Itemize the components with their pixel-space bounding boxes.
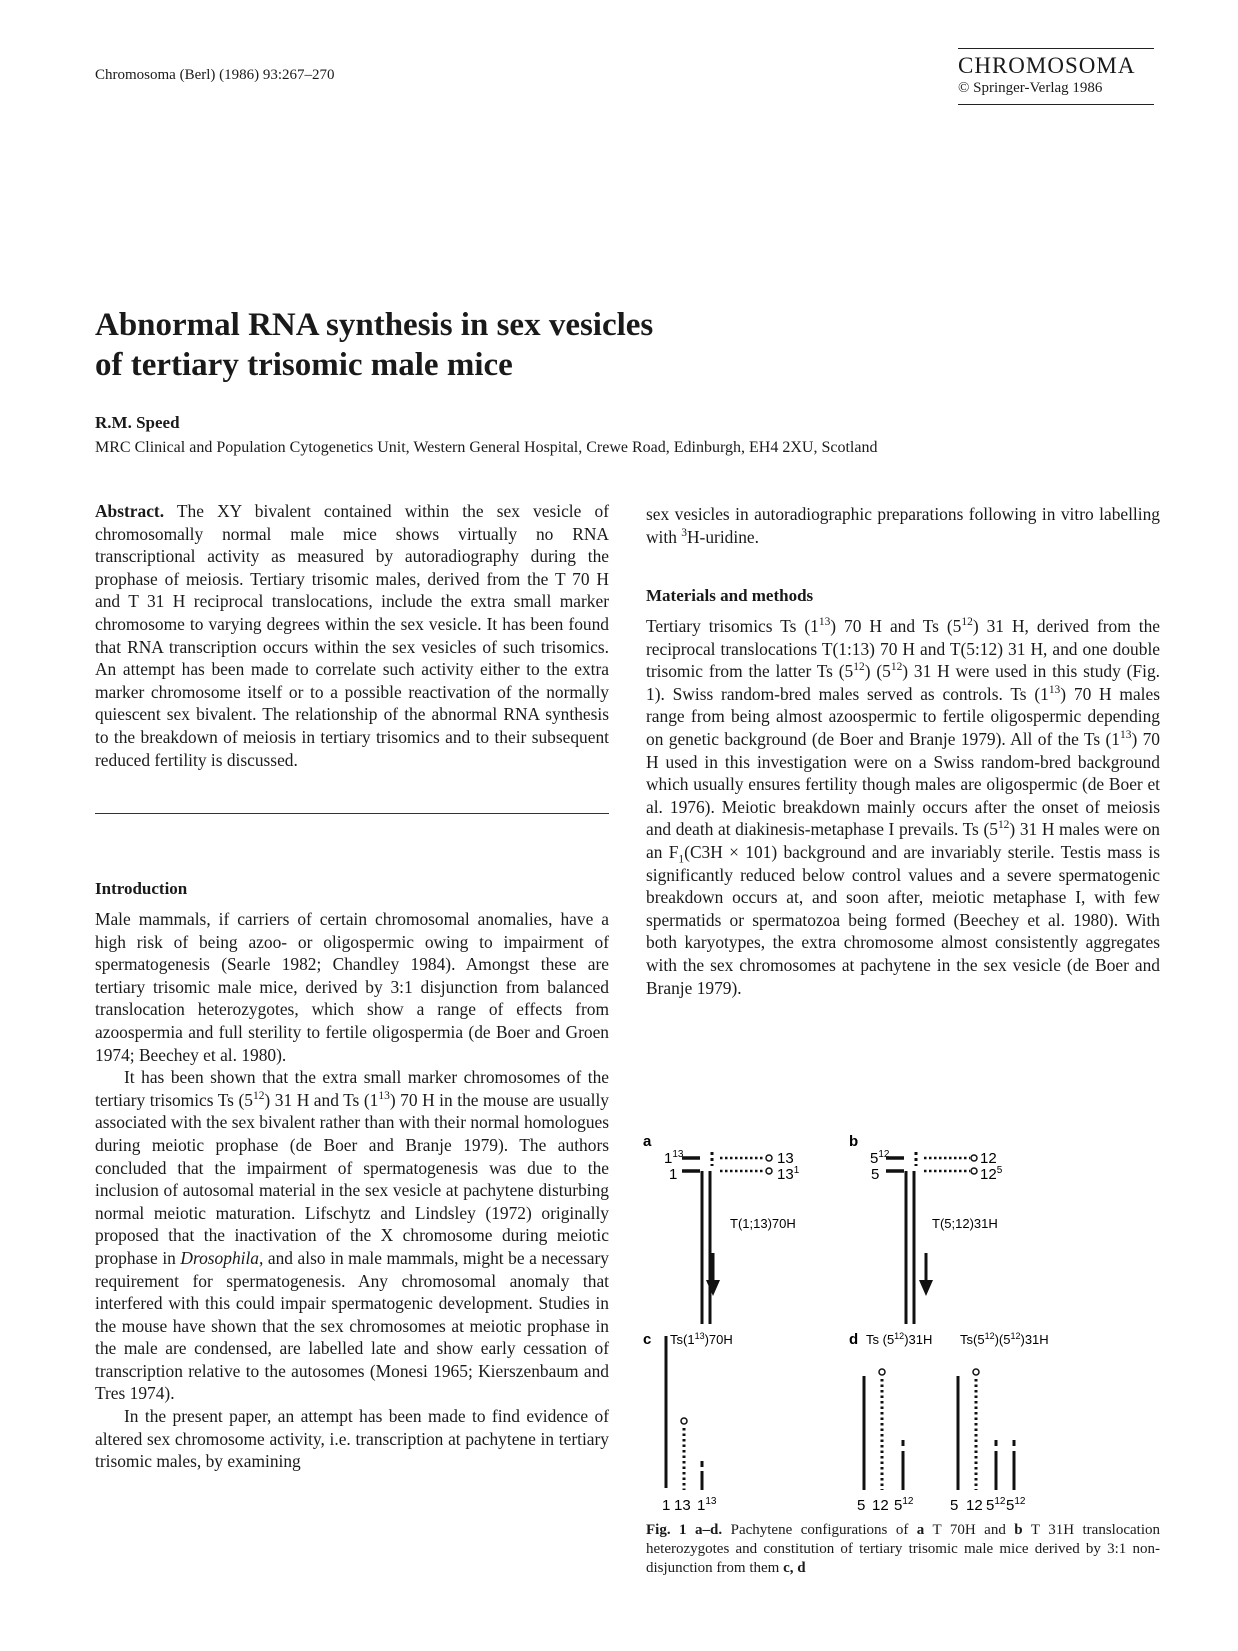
d-single-bottom-12: 12 xyxy=(872,1497,889,1514)
author-affiliation: MRC Clinical and Population Cytogenetics Unit, Western General Hospital, Crewe Road, Edinburgh, EH4 2XU, Scotland xyxy=(95,439,878,456)
section-divider xyxy=(95,813,609,814)
d-double-bottom-5-12-b: $5^{12}$ xyxy=(1006,1496,1026,1514)
panel-a-label: a xyxy=(643,1133,652,1150)
journal-rule-top xyxy=(958,48,1154,49)
a-chrom-13-1-label: $13^1$ xyxy=(777,1165,800,1183)
c-bottom-label-1: 1 xyxy=(662,1497,671,1514)
d-single-label: Ts $(5^{12})31H$ xyxy=(866,1331,933,1347)
abstract xyxy=(95,500,609,771)
journal-name: CHROMOSOMA xyxy=(958,53,1136,78)
b-chrom-12-label: 12 xyxy=(980,1150,997,1167)
panel-c-label: c xyxy=(643,1331,652,1348)
panel-c-diagram xyxy=(662,1331,733,1514)
b-chrom-5-12-label: $5^{12}$ xyxy=(870,1149,890,1167)
c-bottom-label-13: 13 xyxy=(674,1497,691,1514)
a-chrom-1-label: 1 xyxy=(669,1166,678,1183)
introduction-heading: Introduction xyxy=(95,879,188,898)
journal-citation: Chromosoma (Berl) (1986) 93:267–270 xyxy=(95,67,335,83)
introduction-section xyxy=(95,878,609,1473)
methods-heading: Materials and methods xyxy=(646,586,814,605)
journal-copyright: © Springer-Verlag 1986 xyxy=(958,80,1103,96)
methods-section xyxy=(646,585,1160,999)
b-chrom-5-label: 5 xyxy=(871,1166,880,1183)
b-translocation-label: T(5;12)31H xyxy=(932,1216,998,1231)
journal-rule-bottom xyxy=(958,104,1154,105)
d-double-bottom-12: 12 xyxy=(966,1497,983,1514)
d-double-bottom-5-12-a: $5^{12}$ xyxy=(986,1496,1006,1514)
abstract-label: Abstract. xyxy=(95,501,165,521)
journal-block xyxy=(958,48,1154,105)
panel-b-label: b xyxy=(849,1133,859,1150)
title-line-1: Abnormal RNA synthesis in sex vesicles xyxy=(95,307,654,343)
panel-d-double-trisomic xyxy=(950,1331,1049,1514)
intro-paragraph-1: Male mammals, if carriers of certain chromosomal anomalies, have a high risk of being azoo- or oligospermic owing to impairment of spermatogenesis (Searle 1982; Chandley 1984). Amongst these are tertiary trisomic male mice, derived by 3:1 disjunction from balanced translocation heterozygotes, which show a range of effects from azoospermia and full sterility to fertile oligospermia (de Boer and Groen 1974; Beechey et al. 1980). xyxy=(95,909,609,1065)
panel-a-diagram xyxy=(664,1149,800,1324)
c-trisomic-label: $Ts(1^{13})70H$ xyxy=(670,1331,733,1347)
figure-1-caption: Fig. 1 a–d. Pachytene configurations of a T 70H and b T 31H translocation heterozygotes and constitution of tertiary trisomic male mice derived by 3:1 non-disjunction from them c, d xyxy=(646,1522,1160,1576)
author-name: R.M. Speed xyxy=(95,413,180,432)
a-chrom-13-label: 13 xyxy=(777,1150,794,1167)
figure-1 xyxy=(640,1118,1160,1514)
c-bottom-label-1-13: $1^{13}$ xyxy=(697,1496,717,1514)
title-line-2: of tertiary trisomic male mice xyxy=(95,347,513,383)
d-single-bottom-5: 5 xyxy=(857,1497,866,1514)
a-chrom-1-13-label: $1^{13}$ xyxy=(664,1149,684,1167)
intro-paragraph-3: In the present paper, an attempt has been made to find evidence of altered sex chromosome activity, i.e. transcription at pachytene in tertiary trisomic males, by examining xyxy=(95,1406,609,1472)
b-chrom-12-5-label: $12^5$ xyxy=(980,1165,1003,1183)
panel-d-single-trisomic xyxy=(857,1331,932,1514)
intro-continuation: sex vesicles in autoradiographic preparations following in vitro labelling with $^3$H-uridine. xyxy=(646,504,1160,547)
a-translocation-label: T(1;13)70H xyxy=(730,1216,796,1231)
d-double-label: $Ts(5^{12})(5^{12})31H$ xyxy=(960,1331,1049,1347)
intro-paragraph-2: It has been shown that the extra small marker chromosomes of the tertiary trisomics Ts $(5^{12})$ 31 H and Ts $(1^{13})$ 70 H in the mouse are usually associated with the sex bivalent rather than with their normal homologues during meiotic prophase (de Boer and Branje 1979). The authors concluded that the impairment of spermatogenesis was due to the inclusion of autosomal material in the sex vesicle at pachytene disturbing normal meiotic maturation. Lifschytz and Lindsley (1972) originally proposed that the inactivation of the X chromosome during meiotic prophase in Drosophila, and also in male mammals, might be a necessary requirement for spermatogenesis. Any chromosomal anomaly that interfered with this could impair spermatogenic development. Studies in the mouse have shown that the sex chromosomes at meiotic prophase in the male are condensed, are labelled late and show early cessation of transcription relative to the autosomes (Monesi 1965; Kierszenbaum and Tres 1974). xyxy=(95,1067,609,1404)
panel-b-diagram xyxy=(870,1149,1003,1324)
article-title xyxy=(95,305,653,385)
d-single-bottom-5-12: $5^{12}$ xyxy=(894,1496,914,1514)
panel-d-label: d xyxy=(849,1331,859,1348)
abstract-text: The XY bivalent contained within the sex vesicle of chromosomally normal male mice shows virtually no RNA transcriptional activity as measured by autoradiography during the prophase of meiosis. Tertiary trisomic males, derived from the T 70 H and T 31 H reciprocal translocations, include the extra small marker chromosome to varying degrees within the sex vesicle. It has been found that RNA transcription occurs within the sex vesicles of such trisomics. An attempt has been made to correlate such activity either to the extra marker chromosome itself or to a possible reactivation of the normally quiescent sex bivalent. The relationship of the abnormal RNA synthesis to the breakdown of meiosis in tertiary trisomics and to their subsequent reduced fertility is discussed. xyxy=(95,501,609,770)
methods-paragraph: Tertiary trisomics Ts $(1^{13})$ 70 H and Ts $(5^{12})$ 31 H, derived from the reciprocal translocations T(1:13) 70 H and T(5:12) 31 H, and one double trisomic from the latter Ts $(5^{12})$ $(5^{12})$ 31 H were used in this study (Fig. 1). Swiss random-bred males served as controls. Ts $(1^{13})$ 70 H males range from being almost azoospermic to fertile oligospermic depending on genetic background (de Boer and Branje 1979). All of the Ts $(1^{13})$ 70 H used in this investigation were on a Swiss random-bred background which usually ensures fertility though males are oligospermic (de Boer et al. 1976). Meiotic breakdown mainly occurs after the onset of meiosis and death at diakinesis-metaphase I prevails. Ts $(5^{12})$ 31 H males were on an $F_1(C3H \times 101)$ background and are invariably sterile. Testis mass is significantly reduced below control values and a severe spermatogenic breakdown occurs at, and soon after, meiotic metaphase I, with few spermatids or spermatozoa being formed (Beechey et al. 1980). With both karyotypes, the extra chromosome almost consistently aggregates with the sex chromosomes at pachytene in the sex vesicle (de Boer and Branje 1979). xyxy=(646,616,1160,998)
d-double-bottom-5: 5 xyxy=(950,1497,959,1514)
